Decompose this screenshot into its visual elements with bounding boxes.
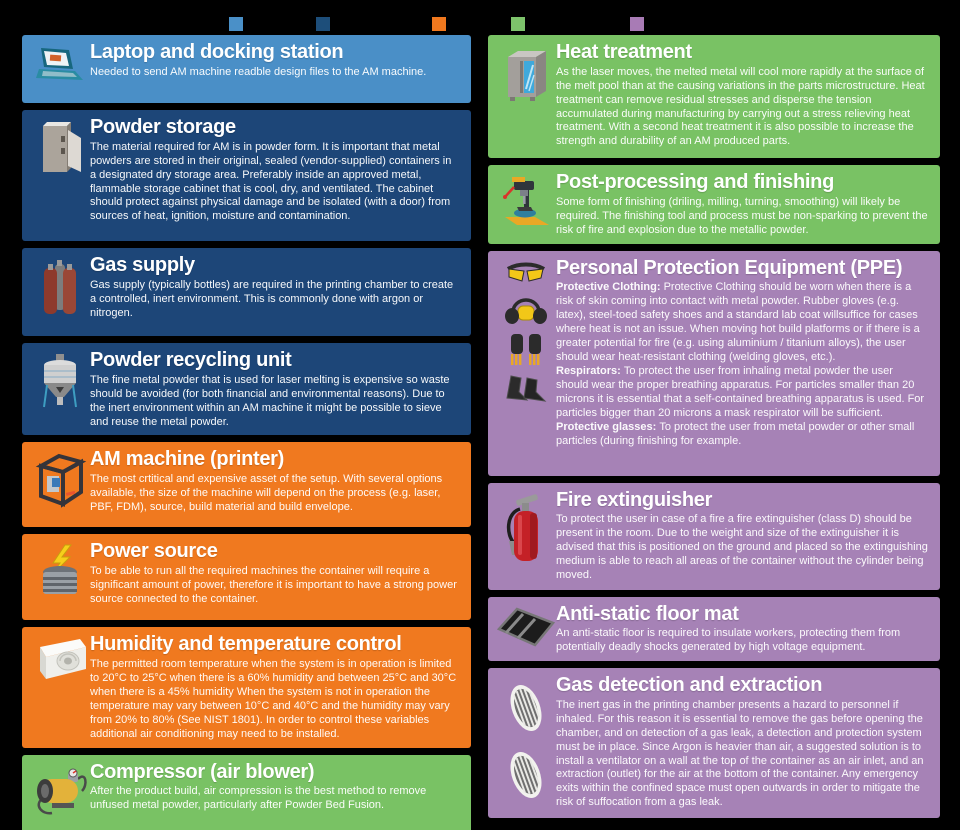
card-powder-storage — [22, 110, 471, 241]
ppe-clothing-paragraph: Protective Clothing: Protective Clothing should be worn when there is a risk of skin coming into contact with metal powder. Rubber gloves (e.g. latex), steel-toed safety shoes and a standard lab coat willsuffice for cases where heat is not an issue. When moving hot build platforms or if there is a greater potential for fire (e.g. using aluminium / titanium alloys), the user should wear heat-resistant clothing (welding gloves, etc.). — [556, 281, 920, 363]
navy-swatch — [316, 17, 330, 31]
gloves-icon — [506, 333, 546, 367]
card-title: Fire extinguisher — [556, 488, 713, 511]
card-compressor — [22, 755, 471, 830]
drill-press-icon — [496, 172, 556, 229]
compressor-icon — [30, 762, 90, 817]
card-humidity-temperature — [22, 627, 471, 747]
card-title: Power source — [90, 540, 218, 563]
purple-swatch — [630, 17, 644, 31]
card-body: The most crtitical and expensive asset of the setup. With several options available, the size of the machine will depend on the process (e.g. laser, PBF, FDM), source, build material and build envelope. — [90, 473, 443, 513]
safety-glasses-icon — [504, 261, 548, 289]
ppe-respirators-paragraph: Respirators: To protect the user from inhaling metal powder the user should wear the proper breathing apparatus. For particles smaller than 20 microns it is essential that a self-contained breathing apparatus is used. For particles bigger than 20 microns a mask respirator will be sufficient. — [556, 364, 925, 419]
card-power-source — [22, 534, 471, 620]
card-title: Personal Protection Equipment (PPE) — [556, 256, 903, 279]
lightblue-swatch — [229, 17, 243, 31]
card-title: Anti-static floor mat — [556, 602, 739, 625]
air-conditioner-icon — [30, 634, 90, 683]
card-body: After the product build, air compression is the best method to remove unfused metal powder, particularly after Powder Bed Fusion. — [90, 785, 427, 812]
card-title: Post-processing and finishing — [556, 171, 834, 193]
card-body: To protect the user in case of a fire a fire extinguisher (class D) should be present in the room. Due to the weight and size of the extinguisher it is advised that this is positioned on the ground and placed so the extinguishing medium is able to reach all areas of the container without the cylinder being moved. — [556, 513, 928, 581]
card-fire-extinguisher — [488, 483, 940, 590]
color-legend — [0, 17, 960, 32]
card-title: Powder recycling unit — [90, 349, 292, 371]
card-body: The fine metal powder that is used for laser melting is expensive so waste should be avoided (for both financial and environmental reasons). Due to the inert environment within an AM machine it might be possible to sieve and reuse the metal powder. — [90, 373, 450, 428]
right-column — [488, 35, 940, 818]
furnace-oven-icon — [496, 42, 556, 103]
card-title: Gas detection and extraction — [556, 674, 823, 697]
laptop-icon — [30, 42, 90, 87]
card-body: As the laser moves, the melted metal will cool more rapidly at the surface of the melt pool than at the causing variations in the parts microstructure. Heat treatment can remove residual stresses and disperse the tension accumulated during manufacturing by carrying out a stress relieving heat treatment. With a second heat treatment it is also possible to increase the strength and durability of an AM produced parts. — [556, 65, 925, 148]
card-body: An anti-static floor is required to insulate workers, protecting them from potentially deadly shocks generated by high voltage equipment. — [556, 627, 901, 654]
powder-hopper-icon — [30, 350, 90, 411]
storage-cabinet-icon — [30, 117, 90, 178]
ppe-glasses-paragraph: Protective glasses: To protect the user from metal powder or other small particles (during finishing for example. — [556, 420, 915, 447]
3d-printer-icon — [30, 449, 90, 508]
card-body: The inert gas in the printing chamber presents a hazard to personnel if inhaled. For this reason it is essential to remove the gas before opening the chamber, and on detection of a gas leak, a detection and protection system must be in place. Since Argon is heavier than air, a suggested solution is to install a ventilator on a wall at the top of the container as an air inlet, and an extraction (outlet) for the air at the bottom of the container. Any emergency exits within the confined space must open outwards in order to mitigate the risk of suffocation from a gas leak. — [556, 698, 924, 809]
card-body: Needed to send AM machine readble design files to the AM machine. — [90, 65, 427, 78]
card-title: Compressor (air blower) — [90, 760, 315, 783]
vent-grille-icon — [506, 745, 546, 805]
gas-bottles-icon — [30, 255, 90, 316]
card-title: Gas supply — [90, 254, 195, 276]
card-laptop-docking-station — [22, 35, 471, 103]
floor-mat-icon — [496, 604, 556, 647]
card-body: Some form of finishing (driling, milling, turning, smoothing) will likely be required. The finishing tool and process must be non-sparking to prevent the risk of fire and explosion due to the metallic powder. — [556, 195, 928, 236]
card-title: Powder storage — [90, 116, 236, 138]
card-anti-static-mat — [488, 597, 940, 662]
ppe-icons — [496, 258, 556, 410]
card-body: The material required for AM is in powder form. It is important that metal powders are stored in their original, sealed (vendor-supplied) containers in a designated dry storage area. Preferably inside an approved metal, flammable storage cabinet that is cool, dry, and ventilated. The cabinet should protect against physical damage and be isolated (with a door) from sources of heat, ignition, moisture and contamination. — [90, 140, 452, 223]
card-gas-supply — [22, 248, 471, 336]
vent-grille-icon — [506, 678, 546, 738]
boots-icon — [503, 374, 549, 410]
ear-protection-icon — [504, 296, 548, 326]
left-column — [22, 35, 471, 830]
generator-lightning-icon — [30, 541, 90, 600]
fire-extinguisher-icon — [496, 490, 556, 567]
card-body: Gas supply (typically bottles) are required in the printing chamber to create a controlled, inert environment. This is commonly done with argon or nitrogen. — [90, 278, 454, 319]
card-body — [556, 281, 928, 449]
card-body: The permitted room temperature when the system is in operation is limited to 20°C to 25°C when there is a 60% humidity and between 25°C and 30°C when there is a 45% humidity When the system is not in operation the temperature may vary between 10°C and 40°C and the humidity may vary from 20% to 80% (See NIST 1801). In order to control these variables additional air conditioning may need to be installed. — [90, 658, 457, 740]
card-powder-recycling-unit — [22, 343, 471, 435]
green-swatch — [511, 17, 525, 31]
gas-vent-icons — [496, 675, 556, 805]
card-title: Laptop and docking station — [90, 41, 344, 63]
card-title: Heat treatment — [556, 41, 692, 63]
card-gas-detection — [488, 668, 940, 818]
card-title: AM machine (printer) — [90, 448, 285, 471]
card-am-machine — [22, 442, 471, 527]
card-heat-treatment — [488, 35, 940, 158]
card-post-processing — [488, 165, 940, 244]
orange-swatch — [432, 17, 446, 31]
card-title: Humidity and temperature control — [90, 633, 402, 656]
card-body: To be able to run all the required machines the container will require a significant amount of power, therefore it is important to have a strong power source connected to the container. — [90, 565, 457, 605]
card-ppe — [488, 251, 940, 476]
